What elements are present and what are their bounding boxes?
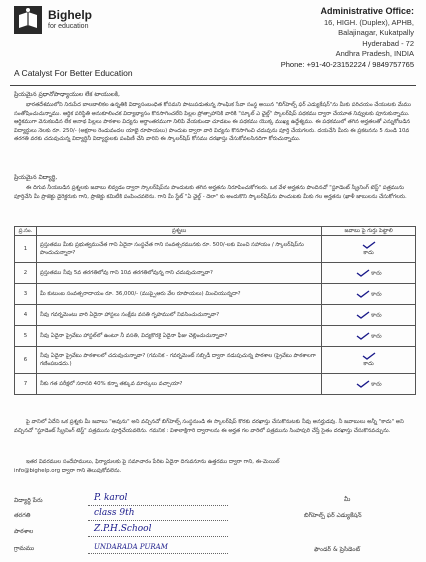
- office-line: 16, HIGH. (Duplex), APHB,: [323, 18, 414, 28]
- student-name-field[interactable]: P. karol: [94, 493, 128, 503]
- eligibility-table: [14, 226, 416, 395]
- table-row: [15, 347, 416, 374]
- row-number: 1: [15, 236, 37, 263]
- row-number: 3: [15, 284, 37, 305]
- contact-email-line: info@bighelp.org ద్వారా గాని తెలుపుకోవలెను.: [14, 468, 122, 474]
- signoff-title: ఫౌండర్ & ప్రెసిడెంట్: [314, 546, 361, 553]
- field-underline: [88, 536, 228, 537]
- answer-cell[interactable]: [322, 284, 416, 305]
- salutation-student: ప్రియమైన విద్యార్థి,: [14, 174, 58, 181]
- checkmark-icon: [356, 290, 370, 298]
- row-question: ప్రస్తుతము మీకు ప్రభుత్వముచేత గాని ఏదైనా సంస్థచేత గాని సంవత్సరమునకు రూ. 500/-లకు మించి సహాయం / స్కాలర్‌షిప్‌ను పొందుచున్నారా?: [36, 236, 321, 263]
- col-header-questions: ప్రశ్నలు: [36, 227, 321, 236]
- logo-name: Bighelp: [48, 8, 92, 22]
- school-label: పాఠశాల: [14, 528, 34, 535]
- office-line: Andhra Pradesh, INDIA: [335, 48, 414, 58]
- answer-cell[interactable]: [322, 326, 416, 347]
- checkmark-icon: [356, 380, 370, 388]
- intro-paragraph: భారతదేశములోని నిరుపేద బాలబాలికల ఉన్నతికి విద్యాసంబంధిత కోసమని పాటుపడుతున్న సాంఘిక సేవా సంస్థ అయిన "బిగ్‌హెల్ప్ ఫర్ ఎడ్యుకేషన్"ను మీకు పరిచయం చేయుటకు మేము సంతోషించుచున్నాము. ఆర్థిక పరిస్థితి అనుకూలించక విద్యాభ్యాసం కొనసాగించలేని పిల్లల ప్రోత్సాహానికి వారికి "స్కూల్ ఎ ఛైల్డ్" స్కాలర్‌షిప్ పథకము ద్వారా చేయూత నివ్వుటకు పూనుకున్నాము. ఆర్థికముగా వెనుకబడిన లేక అనాథ పిల్లలు పాఠశాల విద్యను అర్ధాంతరముగా నిలిపి వేయకుండా చూడటం ఈ పథకము యొక్క ముఖ్య ఉద్దేశ్యము. ఈ పథకములో తగిన అర్హతలతో ఎన్నుకోబడిన విద్యార్థులు నెలకు రూ. 250/- (అక్షరాల రెండువందల యాభై రూపాయలు) పొందుట ద్వారా వారి విద్యను కొనసాగించి చదువును పూర్తి చేయగలరు. దయచేసి మీరు ఈ ప్రకటనను 5 నుండి 10వ తరగతి వరకు చదువుచున్న విద్యార్థినీ విద్యార్థులకు పంపిణీ చేసి వారిని ఈ స్కాలర్‌షిప్ కోసము దరఖాస్తు చేసుకోవలసినదిగా కోరుచున్నాము.: [14, 102, 411, 142]
- signoff-yours: మీ: [344, 496, 351, 503]
- row-question: నీవు ఏదైనా ప్రైవేటు పాఠశాలలో చదువుచున్నావా? (గమనిక - గవర్నమెంట్ సబ్సిడీ ద్వారా నడుపుచున్న పాఠశాల (ప్రైవేటు పాఠశాలగా గణింపబడదు.): [36, 347, 321, 374]
- class-field[interactable]: class 9th: [94, 508, 135, 518]
- table-row: [15, 236, 416, 263]
- letterhead: [14, 6, 414, 84]
- answer-cell[interactable]: [322, 347, 416, 374]
- table-header-row: [15, 227, 416, 236]
- checkmark-icon: [362, 241, 376, 249]
- village-label: గ్రామము: [14, 545, 35, 552]
- logo-subtitle: for education: [48, 23, 89, 30]
- row-question: మీ కుటుంబ సంవత్సరాదాయం రూ. 36,000/- (ముప్పైఆరు వేల రూపాయలు) మించియున్నదా?: [36, 284, 321, 305]
- checkmark-icon: [356, 332, 370, 340]
- checkmark-icon: [362, 352, 376, 360]
- office-address: [244, 6, 414, 70]
- answer-no-label: కాదు: [371, 270, 382, 277]
- book-logo-icon: [14, 6, 42, 34]
- closing-paragraph: పై వానిలో ఏదేని ఒక ప్రశ్నకు మీ జవాబు "అవును" అని వచ్చినచో బిగ్‌హెల్ప్ సంస్థనుండి ఈ స్కాలర్‌షిప్ కొరకు దరఖాస్తు చేసుకొనుటకు నీవు అనర్హుడవు. నీ జవాబులు అన్నీ "కాదు" అని వచ్చినచో "స్టూడెంట్ స్క్రీనింగ్ టెస్ట్" పత్రమును పూర్తిచేయవలెను. గమనిక : విశాలాక్షిగారి ద్వారాలను ఈ అర్హత గల వారిలో పత్రమును సింహపురి చేస్తే సైతం దరఖాస్తు చేసుకొనవచ్చును.: [14, 419, 404, 434]
- table-row: [15, 284, 416, 305]
- row-number: 7: [15, 374, 37, 395]
- row-question: నీవు ఏదైనా ప్రైవేటు హాస్టల్‌లో ఉంటూ నీ వసతి, విద్యకొరకై ఏదైనా ఫీజు చెల్లించుచున్నావా?: [36, 326, 321, 347]
- row-number: 4: [15, 305, 37, 326]
- instructions-paragraph: ఈ దిగువ నీయబడిన ప్రశ్నలకు జవాబు లివ్వడం ద్వారా స్కాలర్‌షిప్‌ను పొందుటకు తగిన అర్హతను నిరూపించుకోగలరు. ఒక వేళ అర్హతను పొందినచో "స్టూడెంట్ స్క్రీనింగ్ టెస్ట్" పత్రమును పూర్తిచేసి మీ ప్రాజెక్టు డైరెక్టరుకు గాని, ప్రాజెక్టు కమిటీకి పంపించవలెను. గాని మీ స్టేట్ "ఏ ఛైల్డ్ - దెలా" కు అందుకొని స్కాలర్‌షిప్‌ను పొందుటకు మీకు గల అర్హతను (ఖాళీ జాబులను చేసుకోగలరు.: [14, 185, 407, 200]
- col-header-answer: జవాబు పై గుర్తు పెట్టాలి: [322, 227, 416, 236]
- office-line: Balajinagar, Kukatpally: [338, 28, 414, 38]
- field-underline: [88, 553, 228, 554]
- header-divider: [10, 85, 416, 86]
- office-title: Administrative Office:: [320, 6, 414, 16]
- signoff-organization: బిగ్‌హెల్ప్ ఫర్ ఎడ్యుకేషన్: [304, 512, 362, 519]
- student-name-row: [14, 494, 234, 508]
- school-row: [14, 525, 234, 539]
- office-phone: Phone: +91-40-23152224 / 9849757765: [280, 60, 414, 70]
- answer-no-label: కాదు: [371, 312, 382, 319]
- answer-no-label: కాదు: [371, 381, 382, 388]
- village-row: [14, 542, 234, 556]
- table-row: [15, 263, 416, 284]
- answer-no-label: కాదు: [363, 250, 374, 256]
- class-label: తరగతి: [14, 512, 31, 519]
- col-header-number: ప్ర.సం.: [15, 227, 37, 236]
- row-question: నీకు గత పరీక్షలో సరాసరి 40% కన్నా తక్కువ మార్కులు వచ్చాయా?: [36, 374, 321, 395]
- row-number: 5: [15, 326, 37, 347]
- table-row: [15, 326, 416, 347]
- tagline: A Catalyst For Better Education: [14, 68, 133, 78]
- contact-paragraph: ఇతర వివరముల సందేహములు, ఫిర్యాదులకు పై సమాచారం పేరిట ఏదైనా దిగువనూను ఉత్తరము ద్వారా గాని, ఈ-మెయిల్: [26, 459, 280, 465]
- answer-no-label: కాదు: [363, 361, 374, 367]
- office-line: Hyderabad - 72: [362, 38, 414, 48]
- answer-no-label: కాదు: [371, 333, 382, 340]
- answer-no-label: కాదు: [371, 291, 382, 298]
- row-number: 6: [15, 347, 37, 374]
- student-name-label: విద్యార్థి పేరు: [14, 497, 43, 504]
- table-row: [15, 305, 416, 326]
- field-underline: [88, 520, 228, 521]
- checkmark-icon: [356, 269, 370, 277]
- table-row: [15, 374, 416, 395]
- checkmark-icon: [356, 311, 370, 319]
- school-field[interactable]: Z.P.H.School: [94, 524, 152, 534]
- answer-cell[interactable]: [322, 374, 416, 395]
- field-underline: [88, 505, 228, 506]
- row-question: ప్రస్తుతము నీవు 5వ తరగతిలోవు గాని 10వ తరగతిలోవున్న గాని చదువుచున్నావా?: [36, 263, 321, 284]
- row-question: నీవు గవర్నమెంటు వారి ఏదైనా హాస్టలు సంక్షేమ వసతి గృహములో నివసించుచున్నావా?: [36, 305, 321, 326]
- answer-cell[interactable]: [322, 236, 416, 263]
- answer-cell[interactable]: [322, 263, 416, 284]
- class-row: [14, 509, 234, 523]
- answer-cell[interactable]: [322, 305, 416, 326]
- row-number: 2: [15, 263, 37, 284]
- salutation-headmaster: ప్రియమైన ప్రధానోపాధ్యాయుల లేక టాయులకి,: [14, 91, 120, 98]
- village-field[interactable]: UNDARADA PURAM: [94, 543, 168, 551]
